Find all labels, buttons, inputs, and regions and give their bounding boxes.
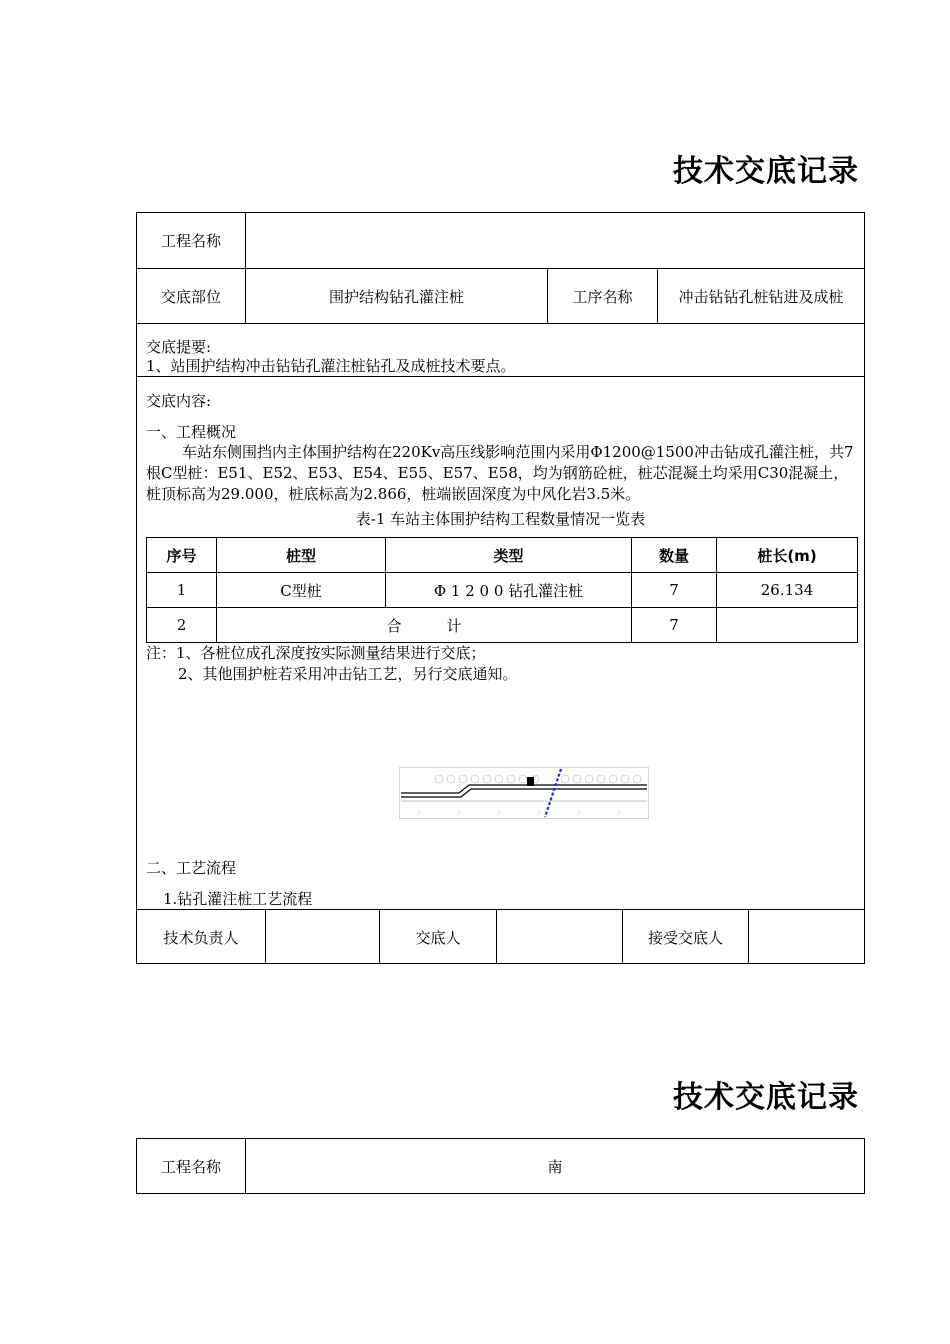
disclosure-form bbox=[136, 212, 865, 964]
table-total-row bbox=[147, 608, 858, 643]
content-label: 交底内容: bbox=[146, 392, 212, 410]
receiver-label: 接受交底人 bbox=[623, 910, 749, 964]
giver-value bbox=[497, 910, 623, 964]
cell-total-label: 合 计 bbox=[217, 608, 632, 643]
document-title: 技术交底记录 bbox=[673, 154, 859, 189]
cell-type: Φ 1 2 0 0 钻孔灌注桩 bbox=[386, 573, 632, 608]
disclosure-form-page2 bbox=[136, 1138, 865, 1194]
summary-text: 1、站围护结构冲击钻钻孔灌注桩钻孔及成桩技术要点。 bbox=[146, 357, 516, 375]
receiver-value bbox=[749, 910, 864, 964]
project-name-label: 工程名称 bbox=[137, 213, 246, 268]
cell-length: 26.134 bbox=[717, 573, 858, 608]
summary-row bbox=[137, 324, 864, 377]
section1-body: 车站东侧围挡内主体围护结构在220Kv高压线影响范围内采用Φ1200@1500冲击钻成孔灌注桩，共7根C型桩：E51、E52、E53、E54、E55、E57、E58，均为钢筋砼桩，桩芯混凝土均采用C30混凝土，桩顶标高为29.000，桩底标高为2.866，桩端嵌固深度为中风化岩3.5米。 bbox=[146, 443, 854, 503]
section1-title: 一、工程概况 bbox=[146, 423, 237, 441]
summary-label: 交底提要: bbox=[146, 338, 212, 356]
process-value: 冲击钻钻孔桩钻进及成桩 bbox=[678, 287, 844, 306]
tech-lead-label: 技术负责人 bbox=[137, 910, 266, 964]
header-pile: 桩型 bbox=[217, 538, 386, 573]
document-title-page2: 技术交底记录 bbox=[673, 1080, 859, 1115]
note-1: 注：1、各桩位成孔深度按实际测量结果进行交底； bbox=[146, 644, 486, 662]
header-length: 桩长(m) bbox=[717, 538, 858, 573]
cell-qty: 7 bbox=[632, 608, 717, 643]
header-qty: 数量 bbox=[632, 538, 717, 573]
giver-label: 交底人 bbox=[380, 910, 497, 964]
process-label: 工序名称 bbox=[548, 269, 658, 323]
header-no: 序号 bbox=[147, 538, 217, 573]
project-name-label: 工程名称 bbox=[137, 1139, 246, 1193]
project-name-value bbox=[246, 213, 864, 268]
project-name-row bbox=[137, 1139, 864, 1193]
table-header-row bbox=[147, 538, 858, 573]
table-caption: 表-1 车站主体围护结构工程数量情况一览表 bbox=[355, 510, 646, 528]
pile-layout-drawing bbox=[399, 767, 649, 819]
section2-subtitle: 1.钻孔灌注桩工艺流程 bbox=[163, 890, 313, 908]
part-value: 围护结构钻孔灌注桩 bbox=[246, 269, 548, 323]
part-process-row bbox=[137, 269, 864, 324]
cell-pile: C型桩 bbox=[217, 573, 386, 608]
cell-qty: 7 bbox=[632, 573, 717, 608]
header-type: 类型 bbox=[386, 538, 632, 573]
project-name-row bbox=[137, 213, 864, 269]
cell-no: 1 bbox=[147, 573, 217, 608]
project-name-value: 南 bbox=[547, 1157, 563, 1176]
section2-title: 二、工艺流程 bbox=[146, 859, 237, 877]
cell-length bbox=[717, 608, 858, 643]
note-2: 2、其他围护桩若采用冲击钻工艺，另行交底通知。 bbox=[178, 665, 518, 683]
quantity-table bbox=[146, 537, 858, 643]
tech-lead-value bbox=[266, 910, 380, 964]
signature-row bbox=[137, 909, 864, 964]
table-row bbox=[147, 573, 858, 608]
part-label: 交底部位 bbox=[137, 269, 246, 323]
cell-no: 2 bbox=[147, 608, 217, 643]
